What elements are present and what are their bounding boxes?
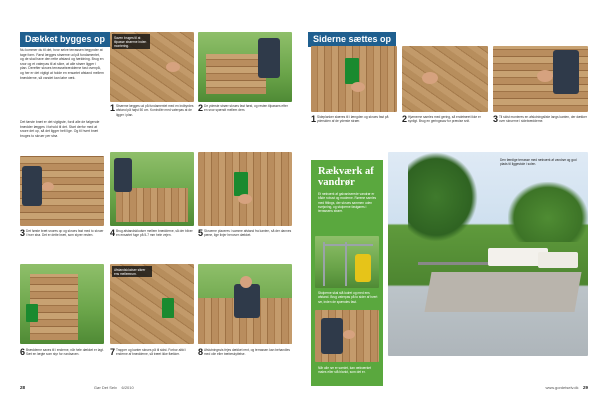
- left-page: [20, 28, 292, 390]
- caption-side-2: 2 Hjørnerne samles med gering, så endetræet ikke er synligt. Brug en geringssav for præcise snit.: [402, 115, 481, 124]
- hand: [166, 62, 180, 72]
- caption-step-5: 5 Skruerne placeres i samme afstand fra kanten, så der dannes pæne, lige linjer henover dækket.: [198, 229, 292, 238]
- photo-step-7: [110, 264, 194, 344]
- finished-terrace-caption: Den færdige terrasse med rækværk af vandrør og god plads til liggestole i solen.: [500, 158, 577, 167]
- drill-icon: [345, 58, 359, 84]
- photo-step-2: [198, 32, 292, 102]
- section-title-left: Dækket bygges op: [20, 32, 110, 47]
- photo-step-3: [20, 156, 104, 226]
- caption-step-6: 6 Brædderne saves til i enderne, når hele dækket er lagt. Sæt en lægte som styr for rundsaven.: [20, 348, 104, 357]
- drill-icon: [234, 172, 248, 196]
- caption-step-7: 7 Trapper og kanter skrues på til sidst. Forbor altid i enderne af brædderne, så træet ikke flækker.: [110, 348, 187, 357]
- photo-step-6: [20, 264, 104, 344]
- sidebar-text-1: Et rækværk af galvaniserede vandrør er både robust og moderne. Rørene samles med fittings, der skrues sammen uden svejsning, og stolperne fastgøres i terrassens strøer.: [318, 192, 377, 214]
- photo-side-3: [493, 46, 588, 112]
- photo-step-5: [198, 152, 292, 226]
- caption-step-2: 2 De yderste strøer skrues fast først, og resten tilpasses efter en snor spændt mellem dem.: [198, 104, 288, 113]
- callout-saw: Saven bruges til at tilpasse strøerne inden montering.: [112, 34, 150, 49]
- page-number-right: 29: [582, 385, 588, 390]
- caption-step-1: 1 Strøerne lægges ud på fundamentet med en indbyrdes afstand på højst 50 cm. Kontrollér med vaterpas at de ligger i plan.: [110, 104, 194, 117]
- callout-spacer: Afstandsklodser sikrer ens mellemrum.: [112, 266, 152, 277]
- footer-left: [20, 385, 160, 390]
- caption-step-8: 8 Afslutningsvis fejes dækket rent, og terrassen kan behandles med olie eller træbeskyttelse.: [198, 348, 290, 357]
- footer-right: [476, 385, 588, 390]
- photo-railing-2: [315, 310, 379, 362]
- page-number-left: 28: [20, 385, 26, 390]
- intro-text: Nu kommer du til det, hvor selve terrassen begynder at tage form. Først lægges strøerne ud på fundamentet, og de skal have den rette afstand og hældning. Brug en snor og et vaterpas til at sikre, at alle strøer ligger i plan. Derefter skrues terrassebrædderne fast ovenpå, og her er det vigtigt at holde en ensartet afstand mellem brædderne, så vandet kan løbe væk.: [20, 48, 104, 80]
- right-page: [308, 28, 588, 390]
- magazine-name: Gør Det Selv: [93, 385, 118, 390]
- sidebar-text-2: Stolperne skal stå lodret og med ens afstand. Brug vaterpas på to sider af hvert rør, inden de spændes fast.: [318, 291, 378, 304]
- photo-side-2: [402, 46, 488, 112]
- sidebar-title: Rækværk af vandrør: [318, 166, 374, 188]
- photo-step-4: [110, 152, 194, 226]
- photo-step-8: [198, 264, 292, 344]
- issue-number: 6/2010: [121, 385, 134, 390]
- railing-sidebar: [311, 160, 383, 386]
- intro-text-2: Det første bræt er det vigtigste, fordi alle de følgende brædder lægges i forhold til det. Start derfor med at snore det op, så det ligger helt lige. Og til hvert bræt bruges to skruer per strø.: [20, 120, 100, 138]
- caption-step-3: 3 Det første bræt snores op og skrues fast med to skruer i hver strø. Det er dette bræt, som styrer resten.: [20, 229, 104, 238]
- photo-railing-1: [315, 236, 379, 288]
- photo-step-1: [110, 32, 194, 102]
- caption-side-3: 3 Til sidst monteres en afslutningsliste langs kanten, der dækker over skruerne i sidebrædderne.: [493, 115, 587, 124]
- section-title-right: Siderne sættes op: [308, 32, 396, 47]
- website: www.gordetselv.dk: [545, 385, 579, 390]
- caption-side-1: 1 Sideplanker skæres til i længden og skrues fast på ydersiden af de yderste strøer.: [311, 115, 389, 124]
- sidebar-text-3: Når alle rør er samlet, kan rækværket males eller stå blankt, som det er.: [318, 366, 371, 375]
- person: [258, 38, 280, 78]
- caption-step-4: 4 Brug afstandsklodser mellem brædderne, så der bliver en ensartet fuge på 5-7 mm hele vejen.: [110, 229, 193, 238]
- photo-finished-terrace: [388, 152, 588, 356]
- photo-side-1: [311, 46, 397, 112]
